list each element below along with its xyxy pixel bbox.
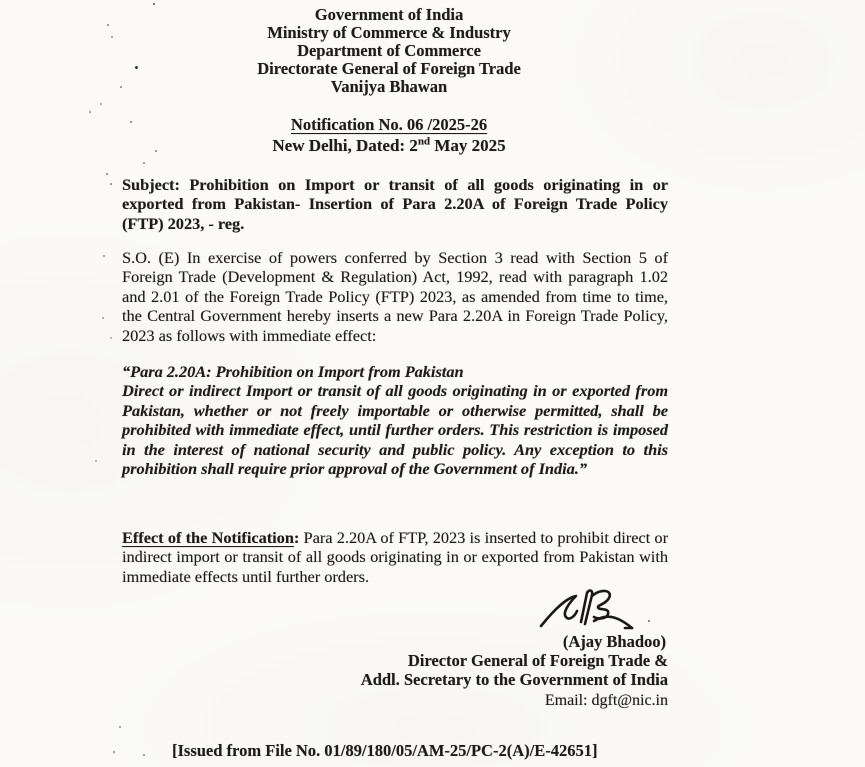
scan-speck — [103, 255, 105, 257]
org-line-government: Government of India — [314, 5, 464, 24]
signatory-title-2: Addl. Secretary to the Government of India — [360, 670, 668, 689]
scan-speck — [143, 754, 145, 756]
effect-paragraph — [122, 528, 668, 586]
quoted-para-2-20a — [122, 362, 668, 478]
date-suffix: May 2025 — [430, 136, 506, 155]
org-line-directorate: Directorate General of Foreign Trade — [257, 59, 521, 78]
org-line-building: Vanijya Bhawan — [330, 77, 448, 96]
signature-scribble — [538, 588, 642, 630]
letterhead — [0, 6, 778, 96]
file-number-line: [Issued from File No. 01/89/180/05/AM-25/PC-2(A)/E-42651] — [172, 741, 598, 760]
effect-text: Para 2.20A of FTP, 2023 is inserted to prohibit direct or indirect import or transit of all goods originating in or exported from Pakistan with immediate effects until further orders. — [122, 528, 668, 586]
signature-block — [300, 588, 668, 710]
org-line-ministry: Ministry of Commerce & Industry — [267, 23, 511, 42]
scan-speck — [100, 103, 102, 105]
scan-speck — [110, 183, 112, 185]
subject-paragraph: Subject: Prohibition on Import or transit of all goods originating in or exported from Pakistan- Insertion of Para 2.20A of Foreign Trade Policy (FTP) 2023, - reg. — [122, 175, 668, 233]
date-prefix: New Delhi, Dated: 2 — [272, 136, 418, 155]
effect-colon: : — [293, 528, 300, 547]
scan-speck — [95, 460, 97, 462]
place-date-line — [0, 136, 778, 156]
quote-body: Direct or indirect Import or transit of all goods originating in or exported from Pakistan, whether or not freely importable or otherwise permitted, shall be prohibited with immediate effect, until further orders. This restriction is imposed in the interest of national security and public policy. Any exception to this prohibition shall require prior approval of the Government of India.” — [122, 381, 668, 479]
scan-speck — [113, 751, 115, 753]
notification-number-line — [0, 115, 778, 135]
notification-number: Notification No. 06 /2025-26 — [290, 115, 488, 134]
date-ordinal-suffix: nd — [417, 135, 431, 148]
scan-speck — [143, 162, 145, 164]
scan-speck — [89, 111, 91, 113]
signatory-email[interactable]: Email: dgft@nic.in — [544, 692, 668, 709]
scan-speck — [153, 3, 155, 5]
scan-speck — [110, 337, 112, 339]
effect-label: Effect of the Notification — [122, 528, 294, 547]
scan-speck — [119, 726, 121, 728]
quote-heading: “Para 2.20A: Prohibition on Import from Pakistan — [122, 362, 464, 381]
so-paragraph: S.O. (E) In exercise of powers conferred by Section 3 read with Section 5 of Foreign Trade (Development & Regulation) Act, 1992, read with paragraph 1.02 and 2.01 of the Foreign Trade Policy (FTP) 2023, as amended from time to time, the Central Government hereby inserts a new Para 2.20A in Foreign Trade Policy, 2023 as follows with immediate effect: — [122, 248, 668, 345]
scan-speck — [106, 173, 108, 175]
signatory-name: (Ajay Bhadoo) — [562, 632, 666, 651]
org-line-department: Department of Commerce — [297, 41, 481, 60]
scan-speck — [102, 317, 104, 319]
signatory-title-1: Director General of Foreign Trade & — [407, 651, 668, 670]
